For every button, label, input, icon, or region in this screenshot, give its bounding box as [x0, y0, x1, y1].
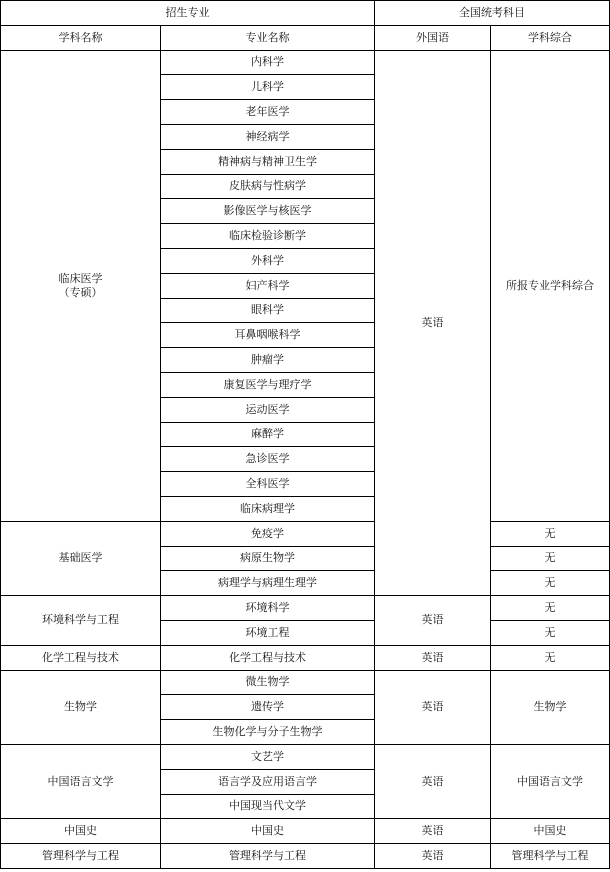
header-discipline-name: 学科名称	[1, 25, 161, 50]
subject-clinical: 所报专业学科综合	[491, 50, 610, 521]
major-cell: 外科学	[161, 248, 375, 273]
major-cell: 化学工程与技术	[161, 645, 375, 670]
foreign-language-chemical: 英语	[375, 645, 491, 670]
major-cell: 肿瘤学	[161, 348, 375, 373]
discipline-biology: 生物学	[1, 670, 161, 744]
major-cell: 中国史	[161, 819, 375, 844]
discipline-clinical-line2: （专硕）	[58, 285, 103, 299]
subject-biology: 生物学	[491, 670, 610, 744]
major-cell: 儿科学	[161, 75, 375, 100]
subject-cell: 无	[491, 620, 610, 645]
major-cell: 老年医学	[161, 100, 375, 125]
major-cell: 神经病学	[161, 124, 375, 149]
header-subject-comprehensive: 学科综合	[491, 25, 610, 50]
major-cell: 眼科学	[161, 298, 375, 323]
header-national-exam: 全国统考科目	[375, 1, 610, 26]
major-cell: 微生物学	[161, 670, 375, 695]
table-row	[1, 819, 610, 844]
major-cell: 临床病理学	[161, 496, 375, 521]
discipline-clinical-line1: 临床医学	[58, 271, 103, 285]
major-cell: 管理科学与工程	[161, 844, 375, 869]
major-cell: 耳鼻咽喉科学	[161, 323, 375, 348]
foreign-language-chinese-history: 英语	[375, 819, 491, 844]
discipline-management: 管理科学与工程	[1, 844, 161, 869]
header-major-name: 专业名称	[161, 25, 375, 50]
subject-cell: 无	[491, 521, 610, 546]
major-cell: 免疫学	[161, 521, 375, 546]
table-row	[1, 844, 610, 869]
table-row	[1, 645, 610, 670]
foreign-language-biology: 英语	[375, 670, 491, 744]
table-row	[1, 521, 610, 546]
subject-cell: 无	[491, 546, 610, 571]
header-row-1	[1, 1, 610, 26]
table-row	[1, 50, 610, 75]
discipline-clinical	[1, 50, 161, 521]
major-cell: 急诊医学	[161, 447, 375, 472]
foreign-language-management: 英语	[375, 844, 491, 869]
major-cell: 病理学与病理生理学	[161, 571, 375, 596]
major-cell: 精神病与精神卫生学	[161, 149, 375, 174]
discipline-chinese-literature: 中国语言文学	[1, 744, 161, 818]
foreign-language-clinical: 英语	[375, 50, 491, 596]
major-cell: 全科医学	[161, 472, 375, 497]
major-cell: 中国现当代文学	[161, 794, 375, 819]
major-cell: 麻醉学	[161, 422, 375, 447]
header-row-2	[1, 25, 610, 50]
subject-cell: 管理科学与工程	[491, 844, 610, 869]
major-cell: 临床检验诊断学	[161, 224, 375, 249]
major-cell: 病原生物学	[161, 546, 375, 571]
header-enroll-major: 招生专业	[1, 1, 375, 26]
major-cell: 语言学及应用语言学	[161, 769, 375, 794]
major-cell: 文艺学	[161, 744, 375, 769]
discipline-basic-medicine: 基础医学	[1, 521, 161, 595]
major-cell: 生物化学与分子生物学	[161, 720, 375, 745]
major-cell: 运动医学	[161, 397, 375, 422]
major-cell: 影像医学与核医学	[161, 199, 375, 224]
subject-cell: 无	[491, 645, 610, 670]
subject-cell: 无	[491, 596, 610, 621]
major-cell: 内科学	[161, 50, 375, 75]
discipline-chinese-history: 中国史	[1, 819, 161, 844]
table-row	[1, 744, 610, 769]
header-foreign-language: 外国语	[375, 25, 491, 50]
major-cell: 环境科学	[161, 596, 375, 621]
major-cell: 妇产科学	[161, 273, 375, 298]
major-cell: 环境工程	[161, 620, 375, 645]
discipline-environment: 环境科学与工程	[1, 596, 161, 646]
foreign-language-chinese-literature: 英语	[375, 744, 491, 818]
major-cell: 皮肤病与性病学	[161, 174, 375, 199]
table-row	[1, 596, 610, 621]
table-row	[1, 670, 610, 695]
subject-cell: 中国史	[491, 819, 610, 844]
foreign-language-environment: 英语	[375, 596, 491, 646]
subject-chinese-literature: 中国语言文学	[491, 744, 610, 818]
major-cell: 康复医学与理疗学	[161, 372, 375, 397]
subject-cell: 无	[491, 571, 610, 596]
major-cell: 遗传学	[161, 695, 375, 720]
discipline-chemical: 化学工程与技术	[1, 645, 161, 670]
